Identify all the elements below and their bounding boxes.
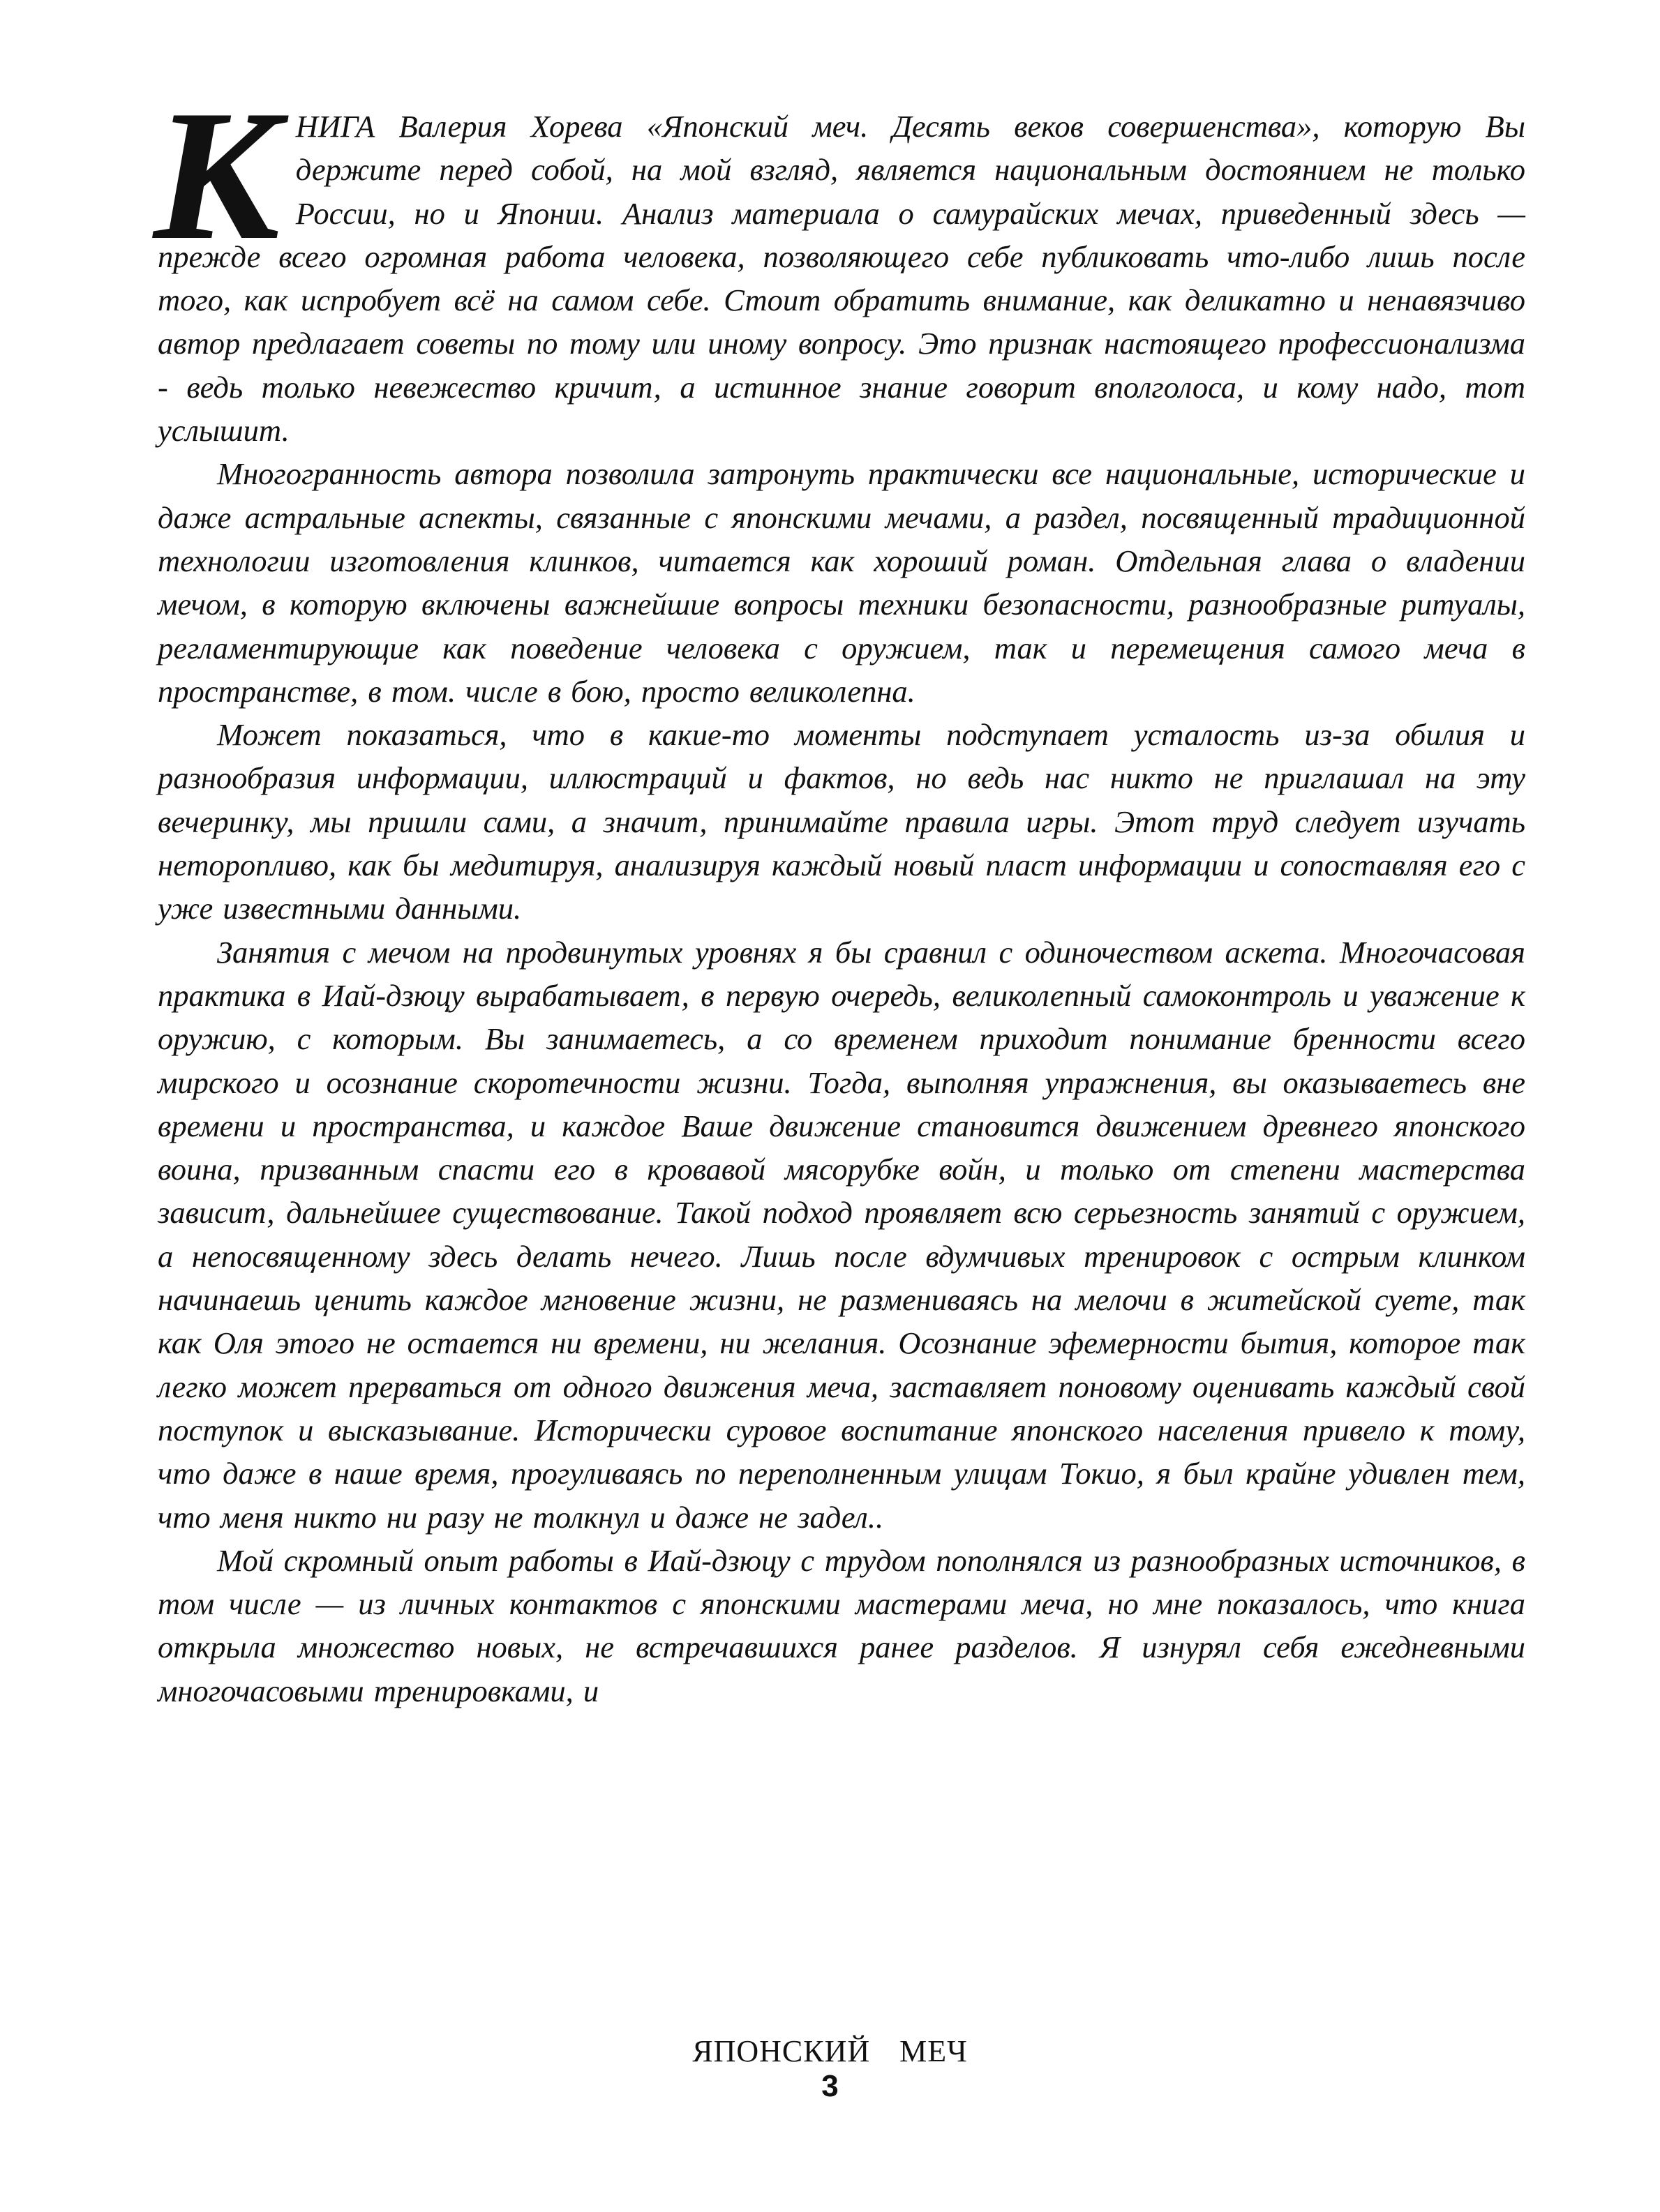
drop-cap: К (154, 71, 281, 278)
paragraph-3: Может показаться, что в какие-то моменты подступает усталость из-за обилия и разнообразия информации, иллюстраций и фактов, но ведь нас никто не приглашал на эту вечеринку, мы пришли сами, а значит, принимайте правила игры. Этот труд следует изучать неторопливо, как бы медитируя, анализируя каждый новый пласт информации и сопоставляя его с уже известными данными. (158, 717, 1525, 926)
paragraph-5: Мой скромный опыт работы в Иай-дзюцу с трудом пополнялся из разнообразных источников, в том числе — из личных контактов с японскими мастерами меча, но мне показалось, что книга открыла множество новых, не встречавшихся ранее разделов. Я изнурял себя ежедневными многочасовыми тренировками, и (158, 1542, 1525, 1708)
paragraph-1 (154, 71, 1525, 452)
running-footer-title: ЯПОНСКИЙ МЕЧ (692, 2034, 968, 2068)
paragraph-1-text: НИГА Валерия Хорева «Японский меч. Десять веков совершенства», которую Вы держите перед собой, на мой взгляд, является национальным достоянием не только России, но и Японии. Анализ материала о самурайских мечах, приведенный здесь — прежде всего огромная работа человека, позволяющего себе публиковать что-либо лишь после того, как испробует всё на самом себе. Стоит обратить внимание, как деликатно и ненавязчиво автор предлагает советы по тому или иному вопросу. Это признак настоящего профессионализма - ведь только невежество кричит, а истинное знание говорит вполголоса, и кому надо, тот услышит. (158, 109, 1525, 449)
page-number: 3 (821, 2069, 839, 2103)
body-text (154, 71, 1525, 1713)
paragraph-4: Занятия с мечом на продвинутых уровнях я бы сравнил с одиночеством аскета. Многочасовая практика в Иай-дзюцу вырабатывает, в первую очередь, великолепный самоконтроль и уважение к оружию, с которым. Вы занимаетесь, а со временем приходит понимание бренности всего мирского и осознание скоротечности жизни. Тогда, выполняя упражнения, вы оказываетесь вне времени и пространства, и каждое Ваше движение становится движением древнего японского воина, призванным спасти его в кровавой мясорубке войн, и только от степени мастерства зависит, дальнейшее существование. Такой подход проявляет всю серьезность занятий с оружием, а непосвященному здесь делать нечего. Лишь после вдумчивых тренировок с острым клинком начинаешь ценить каждое мгновение жизни, не размениваясь на мелочи в житейской суете, так как Оля этого не остается ни времени, ни желания. Осознание эфемерности бытия, которое так легко может прерваться от одного движения меча, заставляет поновому оценивать каждый свой поступок и высказывание. Исторически суровое воспитание японского населения привело к тому, что даже в наше время, прогуливаясь по переполненным улицам Токио, я был крайне удивлен тем, что меня никто ни разу не толкнул и даже не задел.. (158, 934, 1525, 1535)
paragraph-2: Многогранность автора позволила затронуть практически все национальные, исторические и даже астральные аспекты, связанные с японскими мечами, а раздел, посвященный традиционной технологии изготовления клинков, читается как хороший роман. Отдельная глава о владении мечом, в которую включены важнейшие вопросы техники безопасности, разнообразные ритуалы, регламентирующие как поведение человека с оружием, так и перемещения самого меча в пространстве, в том. числе в бою, просто великолепна. (158, 456, 1525, 709)
